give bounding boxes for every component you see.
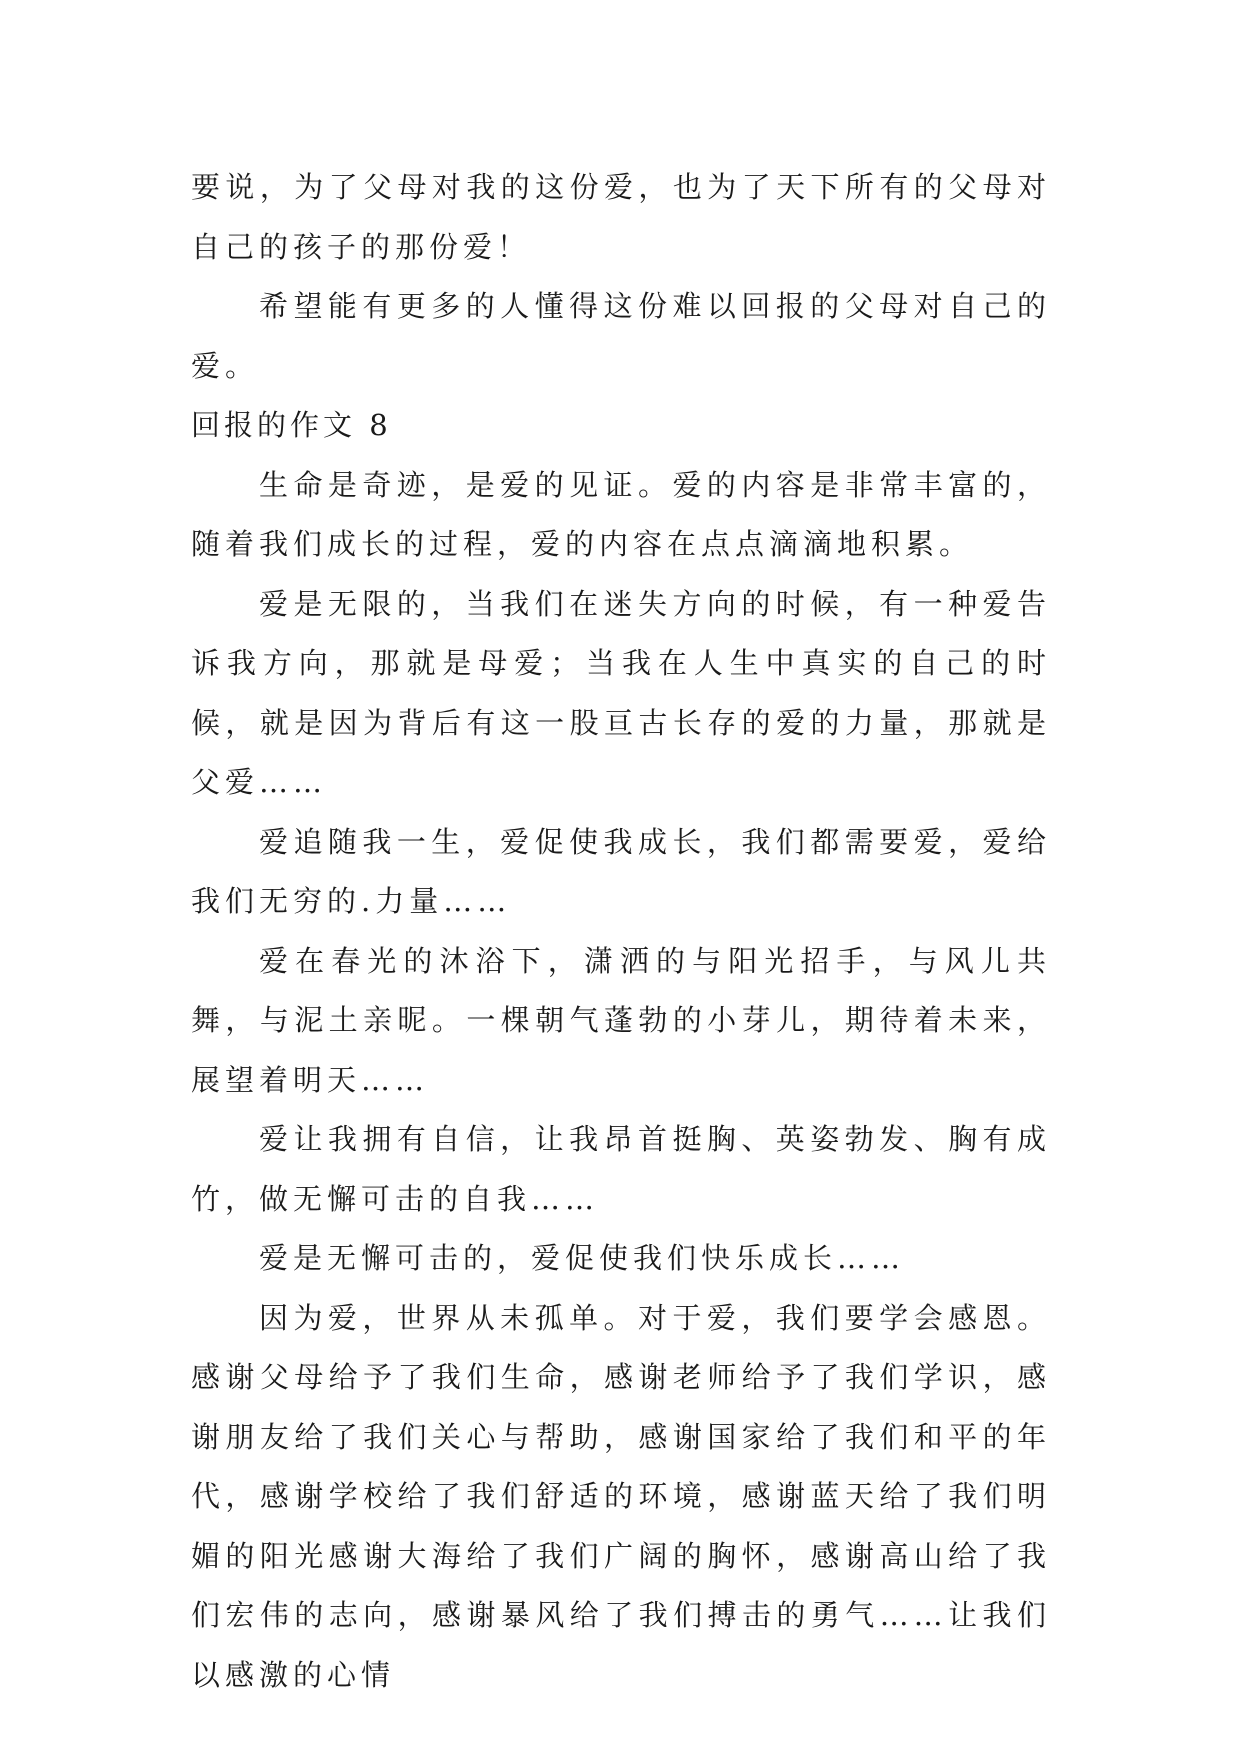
paragraph-4: 爱是无限的，当我们在迷失方向的时候，有一种爱告诉我方向，那就是母爱；当我在人生中真实的自己的时候，就是因为背后有这一股亘古长存的爱的力量，那就是父爱……: [191, 586, 1051, 799]
paragraph-2: 希望能有更多的人懂得这份难以回报的父母对自己的爱。: [191, 289, 1051, 383]
paragraph-6: 爱在春光的沐浴下，潇洒的与阳光招手，与风儿共舞，与泥土亲昵。一棵朝气蓬勃的小芽儿，期待着未来，展望着明天……: [191, 943, 1051, 1097]
paragraph-9: 因为爱，世界从未孤单。对于爱，我们要学会感恩。感谢父母给予了我们生命，感谢老师给予了我们学识，感谢朋友给了我们关心与帮助，感谢国家给了我们和平的年代，感谢学校给了我们舒适的环境，感谢蓝天给了我们明媚的阳光感谢大海给了我们广阔的胸怀，感谢高山给了我们宏伟的志向，感谢暴风给了我们搏击的勇气……让我们以感激的心情: [191, 1300, 1051, 1692]
paragraph-5: 爱追随我一生，爱促使我成长，我们都需要爱，爱给我们无穷的.力量……: [191, 824, 1051, 918]
paragraph-7: 爱让我拥有自信，让我昂首挺胸、英姿勃发、胸有成竹，做无懈可击的自我……: [191, 1122, 1051, 1216]
document-body: [191, 158, 1051, 1705]
section-heading: 回报的作文 8: [191, 408, 392, 442]
paragraph-8: 爱是无懈可击的，爱促使我们快乐成长……: [259, 1241, 906, 1275]
paragraph-1: 要说，为了父母对我的这份爱，也为了天下所有的父母对自己的孩子的那份爱！: [191, 170, 1051, 264]
paragraph-3: 生命是奇迹，是爱的见证。爱的内容是非常丰富的，随着我们成长的过程，爱的内容在点点滴滴地积累。: [191, 467, 1051, 561]
